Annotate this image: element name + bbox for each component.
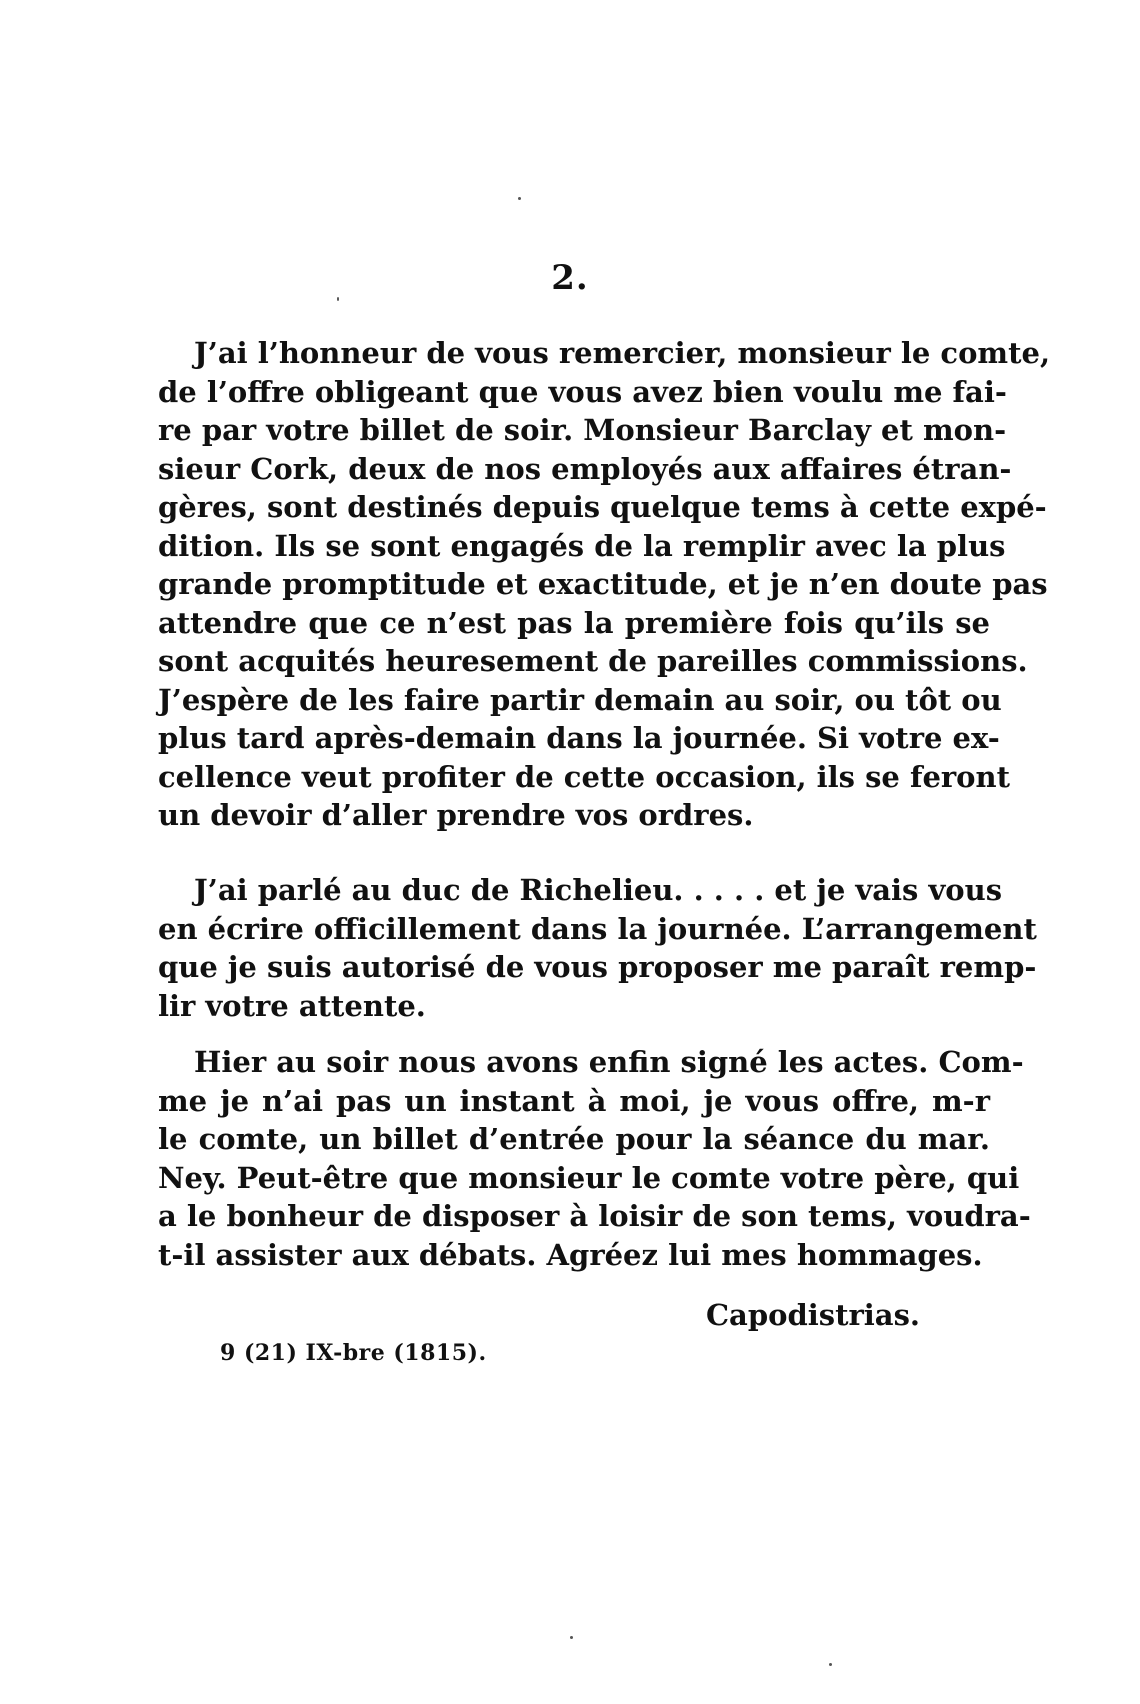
text-line: a le bonheur de disposer à loisir de son tems, voudra-	[158, 1199, 1031, 1233]
paragraph-2	[158, 871, 1037, 1025]
text-line: J’espère de les faire partir demain au soir, ou tôt ou	[158, 682, 1002, 717]
scan-speck	[518, 197, 521, 200]
paragraph-3	[158, 1043, 1031, 1274]
text-line: t-il assister aux débats. Agréez lui mes hommages.	[158, 1237, 983, 1272]
text-line: de l’offre obligeant que vous avez bien voulu me fai-	[158, 374, 1007, 409]
paragraph-1	[158, 334, 1051, 835]
text-line: me je n’ai pas un instant à moi, je vous offre, m-r	[158, 1083, 990, 1118]
text-line: J’ai parlé au duc de Richelieu. . . . . et je vais vous	[194, 873, 1003, 907]
text-line: gères, sont destinés depuis quelque tems à cette expé-	[158, 490, 1047, 524]
text-line: dition. Ils se sont engagés de la remplir avec la plus	[158, 528, 1006, 563]
text-line: plus tard après-demain dans la journée. Si votre ex-	[158, 721, 1000, 755]
text-line: en écrire officillement dans la journée. L’arrangement	[158, 911, 1037, 946]
text-line: grande promptitude et exactitude, et je n’en doute pas	[158, 567, 1048, 601]
text-line: sont acquités heuresement de pareilles commissions.	[158, 644, 1028, 678]
text-line: que je suis autorisé de vous proposer me paraît remp-	[158, 950, 1037, 984]
text-line: sieur Cork, deux de nos employés aux affaires étran-	[158, 451, 1012, 486]
letter-number: 2.	[551, 258, 589, 298]
text-line: le comte, un billet d’entrée pour la séance du mar.	[158, 1122, 990, 1156]
signature: Capodistrias.	[705, 1298, 920, 1332]
scan-speck	[829, 1663, 832, 1666]
text-line: lir votre attente.	[158, 988, 426, 1023]
text-line: J’ai l’honneur de vous remercier, monsieur le comte,	[194, 336, 1051, 370]
scan-speck	[570, 1636, 573, 1639]
text-line: Hier au soir nous avons enfin signé les actes. Com-	[194, 1045, 1024, 1079]
text-line: un devoir d’aller prendre vos ordres.	[158, 798, 754, 832]
letter-date: 9 (21) IX-bre (1815).	[220, 1340, 487, 1366]
text-line: cellence veut profiter de cette occasion, ils se feront	[158, 759, 1011, 794]
text-line: Ney. Peut-être que monsieur le comte votre père, qui	[158, 1160, 1020, 1195]
text-line: re par votre billet de soir. Monsieur Barclay et mon-	[158, 413, 1007, 447]
scan-speck	[337, 297, 339, 301]
text-line: attendre que ce n’est pas la première fois qu’ils se	[158, 605, 990, 640]
